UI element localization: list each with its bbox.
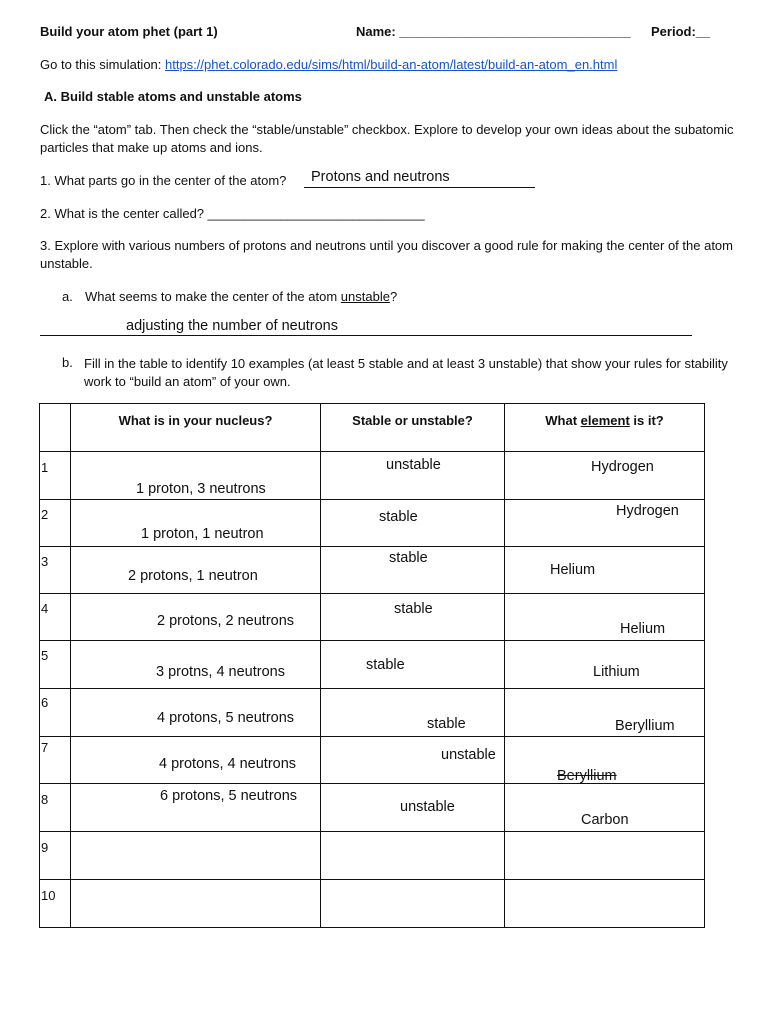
worksheet-title: Build your atom phet (part 1) xyxy=(40,24,218,39)
nucleus-cell[interactable] xyxy=(71,689,321,737)
name-label-text: Name: xyxy=(356,24,396,39)
row-number: 4 xyxy=(40,594,71,641)
nucleus-value: 4 protons, 4 neutrons xyxy=(159,756,297,772)
row-number: 2 xyxy=(40,500,71,547)
table-row xyxy=(40,832,705,880)
row-number: 9 xyxy=(40,832,71,880)
table-row xyxy=(40,500,705,547)
row-number: 1 xyxy=(40,452,71,500)
header-stability: Stable or unstable? xyxy=(321,404,505,452)
question-3a xyxy=(85,289,397,304)
element-value: Carbon xyxy=(581,812,629,828)
period-label-text: Period: xyxy=(651,24,696,39)
question-3b-marker: b. xyxy=(62,355,73,370)
nucleus-cell[interactable] xyxy=(71,641,321,689)
stability-value: unstable xyxy=(386,457,441,473)
stability-cell[interactable] xyxy=(321,641,505,689)
answer-line-1 xyxy=(304,187,535,188)
question-3a-end: ? xyxy=(389,289,398,304)
goto-text: Go to this simulation: xyxy=(40,57,165,72)
table-row xyxy=(40,452,705,500)
section-a-instructions: Click the “atom” tab. Then check the “stable/unstable” checkbox. Explore to develop your own ideas about the subatomic particles that make up atoms and ions. xyxy=(40,122,734,155)
stability-cell[interactable] xyxy=(321,689,505,737)
nucleus-value: 3 protns, 4 neutrons xyxy=(156,664,285,680)
table-row xyxy=(40,880,705,928)
stability-cell[interactable] xyxy=(321,452,505,500)
stability-value: stable xyxy=(394,601,433,617)
stability-value: unstable xyxy=(441,747,496,763)
table-row xyxy=(40,689,705,737)
header-element-before: What xyxy=(545,413,581,428)
element-cell[interactable] xyxy=(505,641,705,689)
nucleus-cell[interactable] xyxy=(71,452,321,500)
element-cell[interactable] xyxy=(505,452,705,500)
answer-1: Protons and neutrons xyxy=(311,169,450,185)
element-cell[interactable] xyxy=(505,500,705,547)
element-value: Helium xyxy=(620,621,666,637)
element-value: Beryllium xyxy=(557,768,617,784)
question-3a-marker: a. xyxy=(62,289,73,304)
question-3b: Fill in the table to identify 10 examples (at least 5 stable and at least 3 unstable) that show your rules for stability work to “build an atom” of your own. xyxy=(84,356,728,389)
stability-value: stable xyxy=(389,550,428,566)
nucleus-cell[interactable] xyxy=(71,547,321,594)
stability-value: stable xyxy=(379,509,418,525)
table-row xyxy=(40,784,705,832)
stability-value: unstable xyxy=(400,799,455,815)
element-value: Beryllium xyxy=(615,718,675,734)
nucleus-value: 6 protons, 5 neutrons xyxy=(160,788,298,804)
header-nucleus: What is in your nucleus? xyxy=(71,404,321,452)
header-element xyxy=(505,404,705,452)
nucleus-cell[interactable] xyxy=(71,784,321,832)
row-number: 8 xyxy=(40,784,71,832)
answer-blank-2: ______________________________ xyxy=(207,206,425,221)
answer-line-3a xyxy=(40,335,692,336)
nucleus-value: 1 proton, 3 neutrons xyxy=(136,481,266,497)
stability-cell[interactable] xyxy=(321,737,505,784)
element-value: Hydrogen xyxy=(591,459,654,475)
nucleus-cell[interactable] xyxy=(71,832,321,880)
element-value: Hydrogen xyxy=(616,503,679,519)
row-number: 5 xyxy=(40,641,71,689)
question-3a-text: What seems to make the center of the atom xyxy=(85,289,341,304)
element-cell[interactable] xyxy=(505,594,705,641)
element-cell[interactable] xyxy=(505,737,705,784)
question-3a-underlined: unstable xyxy=(340,289,390,304)
header-cell-number xyxy=(40,404,71,452)
stability-cell[interactable] xyxy=(321,784,505,832)
element-cell[interactable] xyxy=(505,689,705,737)
row-number: 3 xyxy=(40,547,71,594)
stability-cell[interactable] xyxy=(321,880,505,928)
nucleus-cell[interactable] xyxy=(71,594,321,641)
row-number: 7 xyxy=(40,737,71,784)
name-label xyxy=(356,24,631,39)
name-blank: ________________________________ xyxy=(399,24,631,39)
nucleus-cell[interactable] xyxy=(71,737,321,784)
simulation-line xyxy=(40,57,617,72)
question-1: 1. What parts go in the center of the atom? xyxy=(40,173,287,188)
period-label xyxy=(651,24,710,39)
element-cell[interactable] xyxy=(505,880,705,928)
table-header-row xyxy=(40,404,705,452)
question-2 xyxy=(40,206,425,221)
section-a-heading: A. Build stable atoms and unstable atoms xyxy=(44,89,302,104)
nucleus-cell[interactable] xyxy=(71,880,321,928)
element-value: Helium xyxy=(550,562,596,578)
element-cell[interactable] xyxy=(505,832,705,880)
element-cell[interactable] xyxy=(505,547,705,594)
question-2-text: 2. What is the center called? xyxy=(40,206,208,221)
row-number: 6 xyxy=(40,689,71,737)
stability-value: stable xyxy=(366,657,405,673)
table-row xyxy=(40,737,705,784)
stability-cell[interactable] xyxy=(321,547,505,594)
nucleus-value: 2 protons, 1 neutron xyxy=(128,568,258,584)
table-row xyxy=(40,594,705,641)
element-value: Lithium xyxy=(593,664,640,680)
stability-cell[interactable] xyxy=(321,594,505,641)
header-element-after: is it? xyxy=(629,413,664,428)
table-row xyxy=(40,547,705,594)
stability-cell[interactable] xyxy=(321,832,505,880)
nucleus-cell[interactable] xyxy=(71,500,321,547)
atoms-table xyxy=(39,403,705,928)
stability-cell[interactable] xyxy=(321,500,505,547)
element-cell[interactable] xyxy=(505,784,705,832)
table-row xyxy=(40,641,705,689)
row-number: 10 xyxy=(40,880,71,928)
nucleus-value: 1 proton, 1 neutron xyxy=(141,526,264,542)
simulation-link[interactable]: https://phet.colorado.edu/sims/html/build-an-atom/latest/build-an-atom_en.html xyxy=(165,57,618,72)
question-3: 3. Explore with various numbers of protons and neutrons until you discover a good rule for making the center of the atom unstable. xyxy=(40,238,733,271)
header-element-underlined: element xyxy=(580,413,630,428)
stability-value: stable xyxy=(427,716,466,732)
nucleus-value: 2 protons, 2 neutrons xyxy=(157,613,295,629)
nucleus-value: 4 protons, 5 neutrons xyxy=(157,710,295,726)
answer-3a: adjusting the number of neutrons xyxy=(126,318,338,334)
period-blank: __ xyxy=(695,24,711,39)
